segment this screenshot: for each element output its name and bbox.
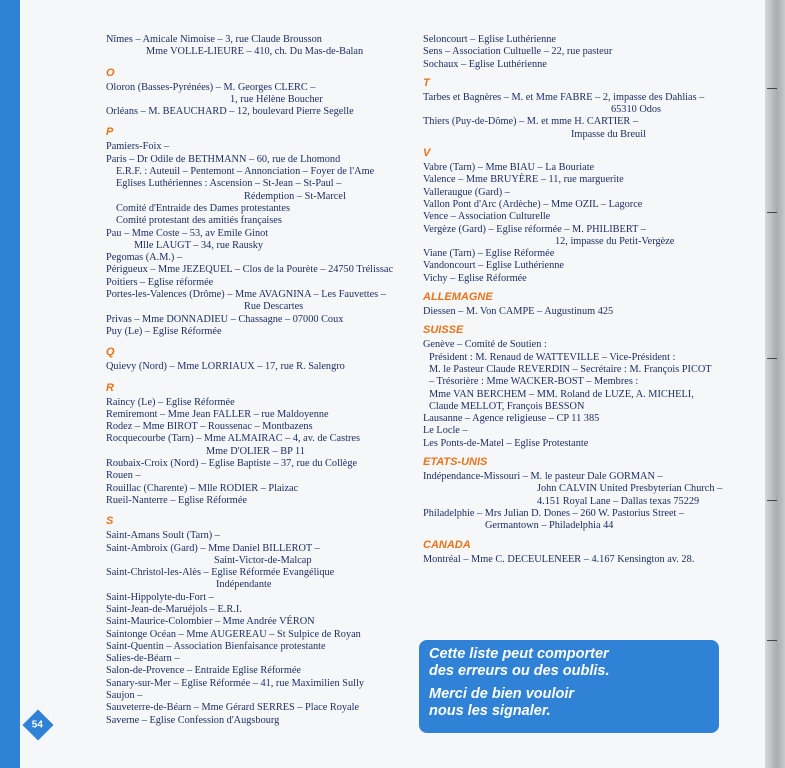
directory-entry: Saint-Amans Soult (Tarn) – <box>106 530 220 542</box>
directory-entry: Mme VAN BERCHEM – MM. Roland de LUZE, A. MICHELI, <box>429 388 694 400</box>
directory-entry: Saint-Victor-de-Malcap <box>214 554 312 566</box>
section-heading: CANADA <box>423 538 471 551</box>
notice-line: Merci de bien vouloir <box>429 686 575 702</box>
directory-entry: Eglises Luthériennes : Ascension – St-Jean – St-Paul – <box>116 178 342 190</box>
directory-entry: Rocquecourbe (Tarn) – Mme ALMAIRAC – 4, av. de Castres <box>106 433 360 445</box>
directory-entry: 12, impasse du Petit-Vergèze <box>555 235 675 247</box>
directory-entry: Les Ponts-de-Matel – Eglise Protestante <box>423 437 589 449</box>
section-heading: R <box>106 381 114 394</box>
directory-entry: Vabre (Tarn) – Mme BIAU – La Bouriate <box>423 162 595 174</box>
page-edge-marks <box>765 0 777 768</box>
directory-entry: Germantown – Philadelphia 44 <box>485 520 614 532</box>
directory-entry: Rodez – Mme BIROT – Roussenac – Montbazens <box>106 421 313 433</box>
left-column <box>106 34 416 727</box>
directory-entry: Quievy (Nord) – Mme LORRIAUX – 17, rue R. Salengro <box>106 361 345 373</box>
directory-entry: Vergèze (Gard) – Eglise réformée – M. PHILIBERT – <box>423 223 646 235</box>
directory-entry: Pamiers-Foix – <box>106 141 170 153</box>
directory-entry: Nîmes – Amicale Nimoise – 3, rue Claude Brousson <box>106 34 322 45</box>
directory-entry: Saint-Maurice-Colombier – Mme Andrée VÉRON <box>106 616 315 628</box>
page-number: 54 <box>32 719 44 731</box>
directory-entry: Rédemption – St-Marcel <box>244 190 346 202</box>
directory-entry: Sanary-sur-Mer – Eglise Réformée – 41, rue Maximilien Sully <box>106 677 365 689</box>
notice-box <box>419 640 719 733</box>
directory-entry: Périgueux – Mme JEZEQUEL – Clos de la Pourète – 24750 Trélissac <box>106 264 394 276</box>
notice-line: nous les signaler. <box>429 703 551 719</box>
directory-entry: Indépendante <box>216 579 272 591</box>
directory-entry: Saint-Ambroix (Gard) – Mme Daniel BILLEROT – <box>106 542 320 554</box>
directory-entry: 4.151 Royal Lane – Dallas texas 75229 <box>537 495 700 507</box>
directory-entry: Saintonge Océan – Mme AUGEREAU – St Sulpice de Royan <box>106 628 361 640</box>
directory-entry: Vandoncourt – Eglise Luthérienne <box>423 260 564 272</box>
directory-entry: Président : M. Renaud de WATTEVILLE – Vice-Président : <box>429 351 676 363</box>
directory-entry: Philadelphie – Mrs Julian D. Dones – 260 W. Pastorius Street – <box>423 507 685 519</box>
directory-entry: Thiers (Puy-de-Dôme) – M. et mme H. CARTIER – <box>423 116 639 128</box>
directory-entry: Salon-de-Provence – Entraide Eglise Réformée <box>106 665 301 677</box>
directory-entry: Rouillac (Charente) – Mlle RODIER – Plaizac <box>106 482 299 494</box>
directory-entry: Comité d'Entraide des Dames protestantes <box>116 202 290 214</box>
directory-entry: Sauveterre-de-Béarn – Mme Gérard SERRES – Place Royale <box>106 702 360 714</box>
directory-entry: 65310 Odos <box>611 104 662 116</box>
directory-entry: Saverne – Eglise Confession d'Augsbourg <box>106 714 280 726</box>
directory-entry: Saujon – <box>106 690 143 702</box>
section-heading: O <box>106 66 115 79</box>
directory-entry: M. le Pasteur Claude REVERDIN – Secrétaire : M. François PICOT <box>429 363 712 375</box>
directory-entry: Saint-Hippolyte-du-Fort – <box>106 591 214 603</box>
directory-entry: Puy (Le) – Eglise Réformée <box>106 325 222 337</box>
directory-entry: Paris – Dr Odile de BETHMANN – 60, rue de Lhomond <box>106 153 341 165</box>
directory-entry: Tarbes et Bagnères – M. et Mme FABRE – 2, impasse des Dahlias – <box>423 91 705 103</box>
directory-entry: Oloron (Basses-Pyrénées) – M. Georges CLERC – <box>106 81 316 93</box>
directory-entry: Montréal – Mme C. DECEULENEER – 4.167 Kensington av. 28. <box>423 553 695 565</box>
directory-entry: Raincy (Le) – Eglise Réformée <box>106 396 235 408</box>
directory-entry: Valence – Mme BRUYÈRE – 11, rue marguerite <box>423 174 624 186</box>
notice-paragraph-1 <box>429 646 709 680</box>
directory-entry: Rue Descartes <box>244 301 304 313</box>
notice-line: Cette liste peut comporter <box>429 646 609 662</box>
directory-entry: Mlle LAUGT – 34, rue Rausky <box>134 239 264 251</box>
directory-entry: Viane (Tarn) – Eglise Réformée <box>423 248 555 260</box>
directory-entry: Comité protestant des amitiés françaises <box>116 215 282 227</box>
directory-entry: John CALVIN United Presbyterian Church – <box>537 483 723 495</box>
directory-entry: Saint-Quentin – Association Bienfaisance protestante <box>106 640 326 652</box>
section-heading: P <box>106 126 114 139</box>
directory-entry: Privas – Mme DONNADIEU – Chassagne – 07000 Coux <box>106 313 344 325</box>
directory-entry: Vallon Pont d'Arc (Ardèche) – Mme OZIL – Lagorce <box>423 198 643 210</box>
directory-entry: Poitiers – Eglise réformée <box>106 276 214 288</box>
directory-entry: Portes-les-Valences (Drôme) – Mme AVAGNINA – Les Fauvettes – <box>106 289 386 301</box>
directory-entry: E.R.F. : Auteuil – Pentemont – Annonciation – Foyer de l'Ame <box>116 166 375 178</box>
directory-entry: Roubaix-Croix (Nord) – Eglise Baptiste – 37, rue du Collège <box>106 458 358 470</box>
directory-entry: Mme D'OLIER – BP 11 <box>206 445 305 457</box>
directory-entry: 1, rue Hélène Boucher <box>230 93 323 105</box>
directory-entry: Valleraugue (Gard) – <box>423 186 510 198</box>
section-heading: SUISSE <box>423 324 464 337</box>
directory-entry: Mme VOLLE-LIEURE – 410, ch. Du Mas-de-Balan <box>146 46 364 58</box>
directory-entry: Remiremont – Mme Jean FALLER – rue Maldoyenne <box>106 408 329 420</box>
directory-entry: Salies-de-Béarn – <box>106 653 180 665</box>
directory-entry: Saint-Christol-les-Alès – Eglise Réformée Evangélique <box>106 567 335 579</box>
directory-entry: Seloncourt – Eglise Luthérienne <box>423 34 556 45</box>
directory-entry: Claude MELLOT, François BESSON <box>429 400 585 412</box>
directory-entry: Sochaux – Eglise Luthérienne <box>423 58 547 70</box>
directory-entry: Pau – Mme Coste – 53, av Emile Ginot <box>106 227 269 239</box>
section-heading: ETATS-UNIS <box>423 456 488 469</box>
directory-entry: Le Locle – <box>423 425 468 437</box>
directory-entry: Impasse du Breuil <box>571 128 646 140</box>
directory-entry: Rueil-Nanterre – Eglise Réformée <box>106 494 247 506</box>
notice-paragraph-2 <box>429 686 709 720</box>
directory-entry: – Trésorière : Mme WACKER-BOST – Membres : <box>429 376 639 388</box>
section-heading: V <box>423 147 431 160</box>
directory-entry: Lausanne – Agence religieuse – CP 11 385 <box>423 413 600 425</box>
section-heading: Q <box>106 346 115 359</box>
notice-line: des erreurs ou des oublis. <box>429 663 610 679</box>
section-heading: T <box>423 76 430 89</box>
directory-entry: Vence – Association Culturelle <box>423 211 551 223</box>
directory-entry: Sens – Association Cultuelle – 22, rue pasteur <box>423 46 613 58</box>
directory-entry: Orléans – M. BEAUCHARD – 12, boulevard Pierre Segelle <box>106 106 354 118</box>
section-heading: S <box>106 515 114 528</box>
directory-entry: Saint-Jean-de-Maruéjols – E.R.I. <box>106 603 242 615</box>
directory-entry: Genève – Comité de Soutien : <box>423 339 547 351</box>
section-heading: ALLEMAGNE <box>423 291 493 304</box>
directory-entry: Diessen – M. Von CAMPE – Augustinum 425 <box>423 306 614 318</box>
right-column <box>423 34 743 566</box>
left-blue-bar <box>0 0 20 768</box>
directory-entry: Indépendance-Missouri – M. le pasteur Dale GORMAN – <box>423 471 663 483</box>
directory-entry: Rouen – <box>106 470 141 482</box>
directory-entry: Vichy – Eglise Réformée <box>423 272 527 284</box>
directory-entry: Pegomas (A.M.) – <box>106 252 183 264</box>
